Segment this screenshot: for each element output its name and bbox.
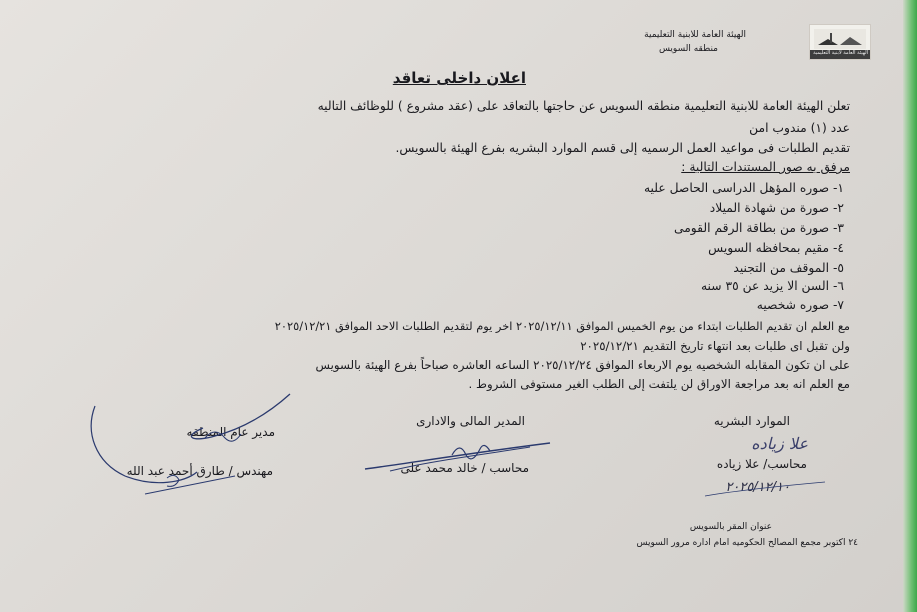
address-title: عنوان المقر بالسويس bbox=[689, 522, 772, 532]
position-count: عدد (١) مندوب امن bbox=[749, 121, 850, 135]
interview-note: على ان تكون المقابله الشخصيه يوم الاربعاء الموافق ٢٠٢٥/١٢/٢٤ الساعه العاشره صباحاً بفرع الهيئة بالسويس bbox=[315, 358, 850, 372]
page-edge-background bbox=[903, 0, 917, 612]
review-note: مع العلم انه بعد مراجعة الاوراق لن يلتفت إلى الطلب الغير مستوفى الشروط . bbox=[468, 377, 850, 391]
hr-date-underline bbox=[700, 470, 830, 500]
hr-role: الموارد البشريه bbox=[713, 414, 790, 428]
general-manager-signature bbox=[85, 392, 300, 502]
organization-name: الهيئة العامة للابنية التعليمية bbox=[644, 30, 746, 40]
finance-director-signature bbox=[360, 425, 560, 475]
documents-heading: مرفق به صور المستندات التالية : bbox=[681, 160, 850, 174]
finance-director-name: محاسب / خالد محمد على bbox=[400, 461, 529, 475]
deadline-note: ولن تقبل اى طلبات بعد انتهاء تاريخ التقديم ٢٠٢٥/١٢/٢١ bbox=[580, 339, 850, 353]
region-name: منطقه السويس bbox=[658, 44, 718, 54]
hr-signatory-name: محاسب/ علا زياده bbox=[716, 457, 807, 471]
document-item: ٢- صورة من شهادة الميلاد bbox=[709, 201, 844, 215]
general-manager-role: مدير عام المنطقه bbox=[186, 425, 275, 439]
hr-signature-date: ٢٠٢٥/١٢/١٠ bbox=[725, 480, 790, 495]
document-item: ٦- السن الا يزيد عن ٣٥ سنه bbox=[700, 279, 844, 293]
document-item: ٤- مقيم بمحافظه السويس bbox=[708, 241, 844, 255]
hr-handwritten-signature: علا زياده bbox=[751, 434, 808, 453]
organization-logo bbox=[809, 24, 871, 60]
document-item: ١- صوره المؤهل الدراسى الحاصل عليه bbox=[643, 181, 844, 195]
document-title: اعلان داخلى تعاقد bbox=[392, 69, 526, 87]
finance-director-role: المدير المالى والادارى bbox=[416, 414, 525, 428]
submission-instructions: تقديم الطلبات فى مواعيد العمل الرسميه إلى قسم الموارد البشريه بفرع الهيئة بالسويس. bbox=[395, 141, 850, 155]
document-item: ٧- صوره شخصيه bbox=[756, 298, 844, 312]
document-item: ٥- الموقف من التجنيد bbox=[733, 261, 844, 275]
general-manager-name: مهندس / طارق أحمد عبد الله bbox=[126, 464, 273, 478]
address-line: ٢٤ اكتوبر مجمع المصالح الحكوميه امام اداره مرور السويس bbox=[636, 538, 858, 548]
intro-paragraph: تعلن الهيئة العامة للابنية التعليمية منطقه السويس عن حاجتها بالتعاقد على (عقد مشروع ) للوظائف التاليه bbox=[317, 99, 850, 113]
document-item: ٣- صورة من بطاقة الرقم القومى bbox=[673, 221, 844, 235]
application-dates-note: مع العلم ان تقديم الطلبات ابتداء من يوم الخميس الموافق ٢٠٢٥/١٢/١١ اخر يوم لتقديم الطلبات الاحد الموافق ٢٠٢٥/١٢/٢١ bbox=[274, 319, 850, 333]
logo-caption: الهيئة العامة لأبنية التعليمية bbox=[813, 50, 868, 56]
